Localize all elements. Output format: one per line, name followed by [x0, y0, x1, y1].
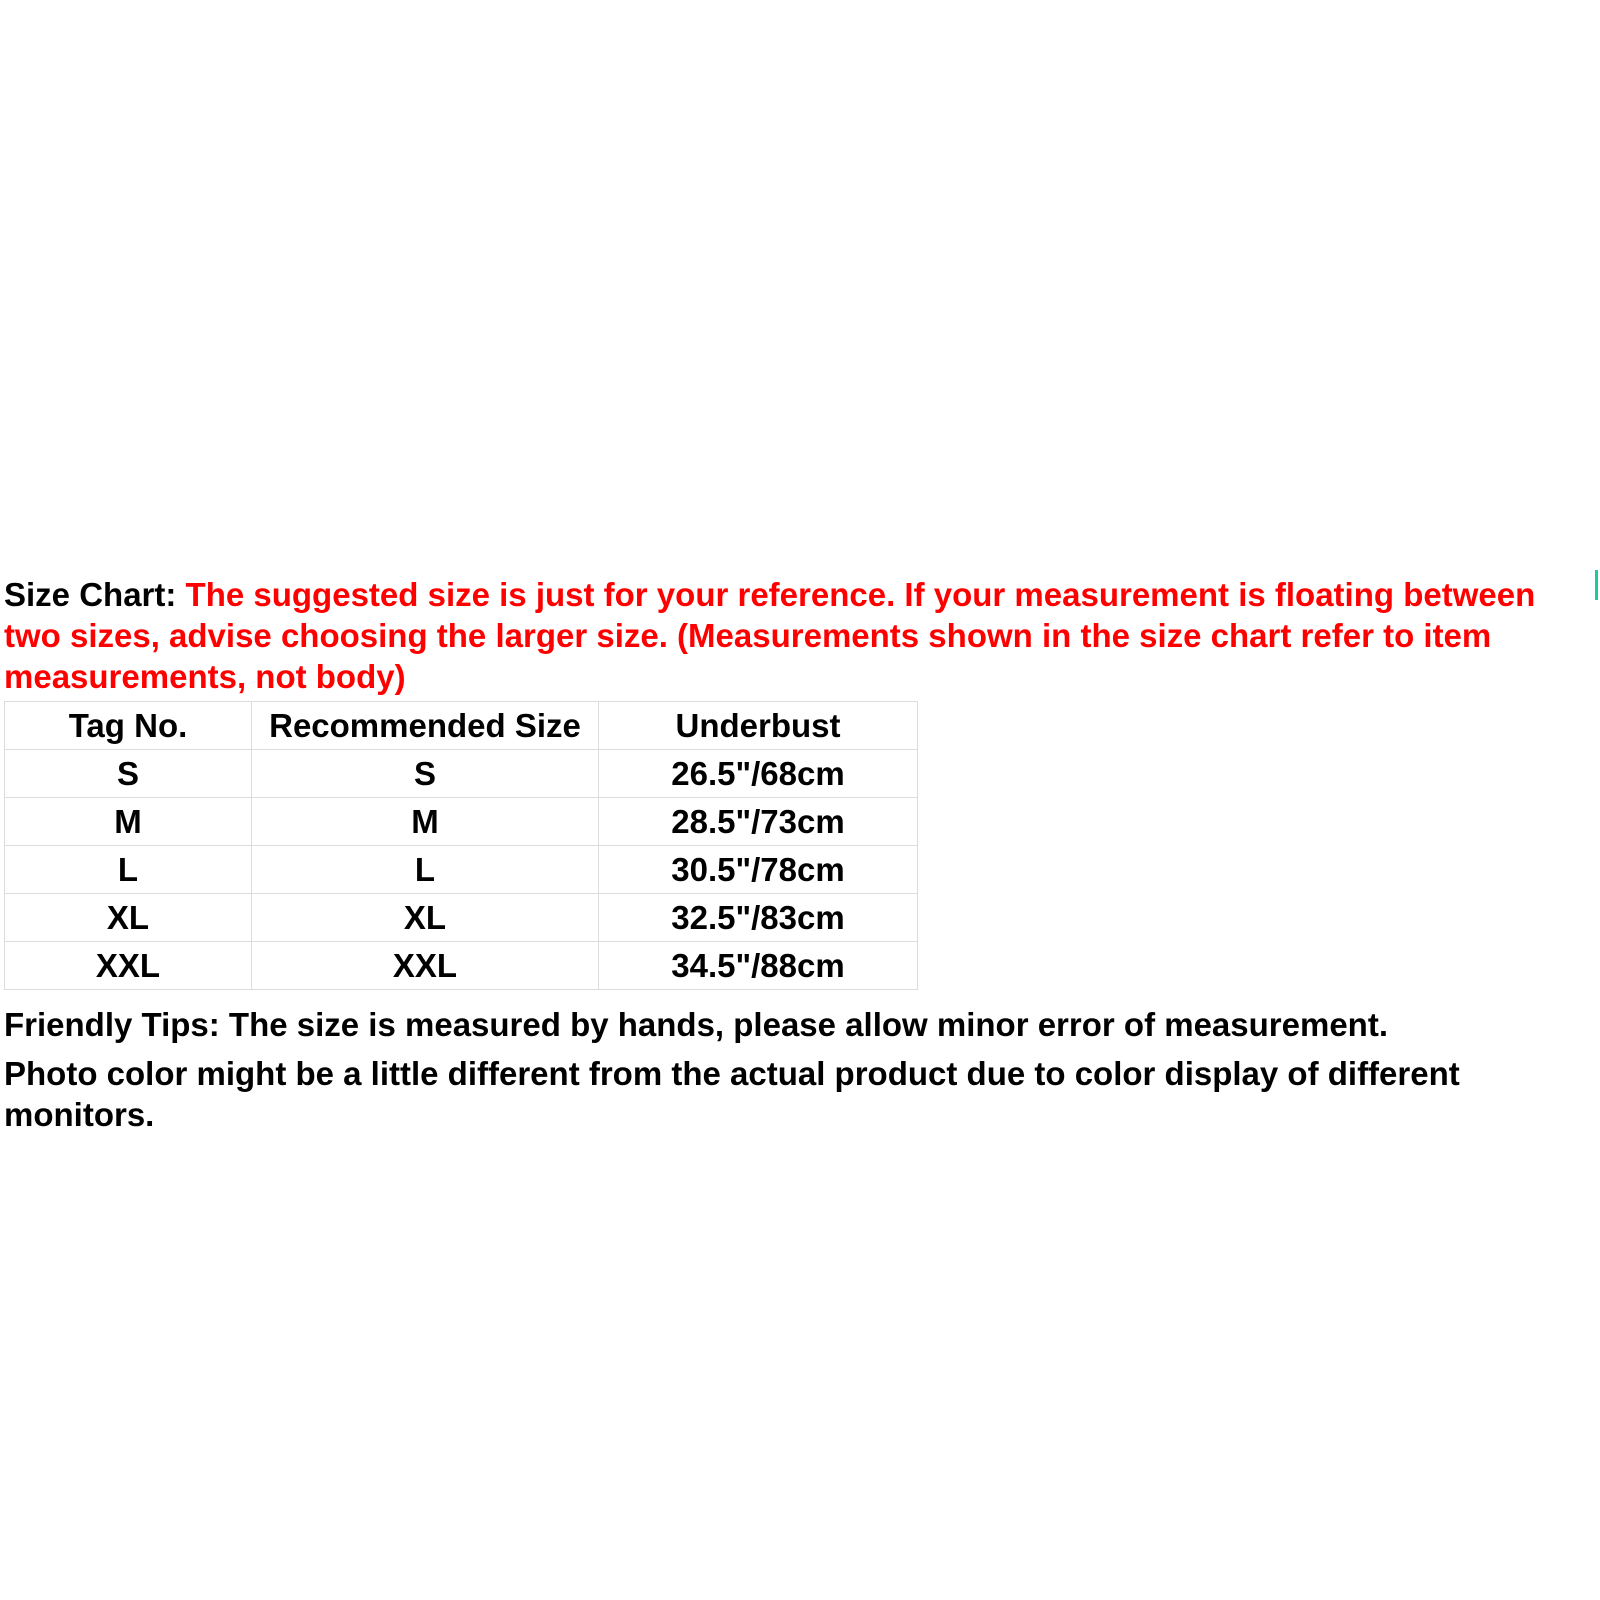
- tips-measurement-line: Friendly Tips: The size is measured by hands, please allow minor error of measurement.: [4, 1006, 1388, 1043]
- cell-recommended-size: XXL: [252, 942, 599, 990]
- cell-tag-no: L: [5, 846, 252, 894]
- table-row: [5, 942, 918, 990]
- table-row: [5, 750, 918, 798]
- cell-underbust: 28.5"/73cm: [599, 798, 918, 846]
- edge-accent-mark: [1595, 570, 1598, 600]
- table-row: [5, 798, 918, 846]
- cell-underbust: 32.5"/83cm: [599, 894, 918, 942]
- size-table: [4, 701, 918, 990]
- size-chart-note: The suggested size is just for your reference. If your measurement is floating between two sizes, advise choosing the larger size. (Measurements shown in the size chart refer to item measurements, not body): [4, 576, 1536, 695]
- table-header-row: [5, 702, 918, 750]
- cell-underbust: 34.5"/88cm: [599, 942, 918, 990]
- cell-recommended-size: L: [252, 846, 599, 894]
- cell-tag-no: XL: [5, 894, 252, 942]
- cell-tag-no: M: [5, 798, 252, 846]
- table-row: [5, 846, 918, 894]
- friendly-tips: [4, 1004, 1596, 1135]
- cell-recommended-size: M: [252, 798, 599, 846]
- size-chart-section: [4, 574, 1596, 1143]
- size-chart-intro: [4, 574, 1596, 697]
- cell-underbust: 26.5"/68cm: [599, 750, 918, 798]
- header-tag-no: Tag No.: [5, 702, 252, 750]
- cell-recommended-size: XL: [252, 894, 599, 942]
- cell-tag-no: XXL: [5, 942, 252, 990]
- cell-tag-no: S: [5, 750, 252, 798]
- table-row: [5, 894, 918, 942]
- size-chart-label: Size Chart:: [4, 576, 186, 613]
- header-underbust: Underbust: [599, 702, 918, 750]
- tips-color-line: Photo color might be a little different from the actual product due to color display of different monitors.: [4, 1055, 1460, 1133]
- header-recommended-size: Recommended Size: [252, 702, 599, 750]
- cell-recommended-size: S: [252, 750, 599, 798]
- cell-underbust: 30.5"/78cm: [599, 846, 918, 894]
